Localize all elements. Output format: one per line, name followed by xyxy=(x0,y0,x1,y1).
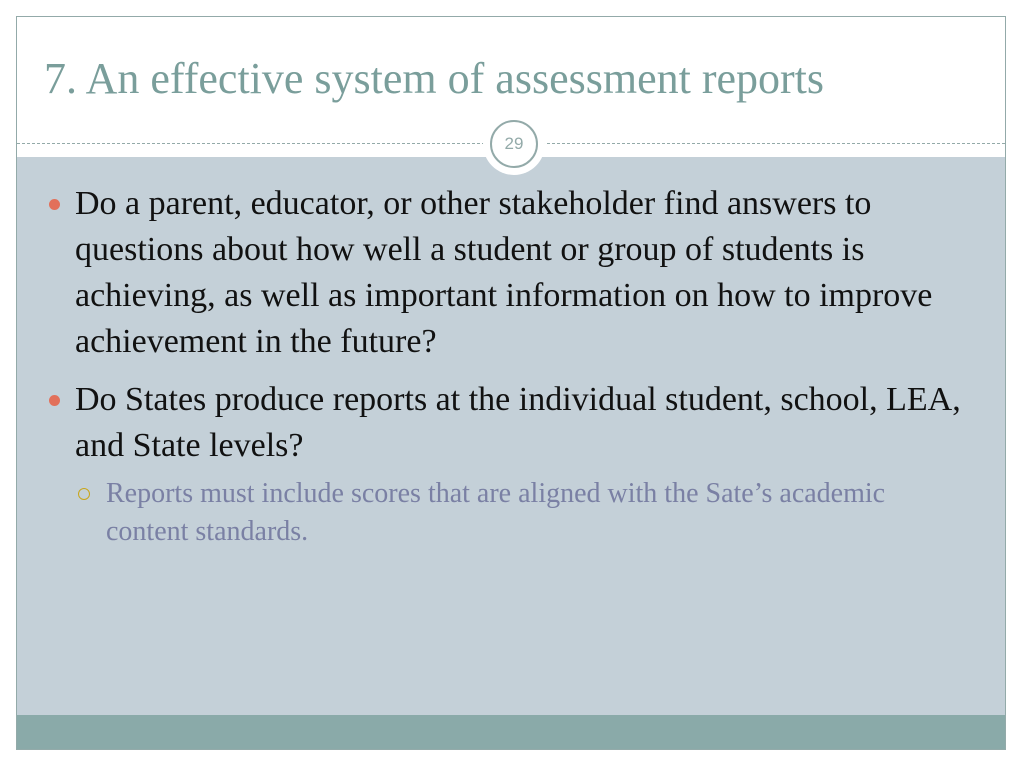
page-number: 29 xyxy=(490,120,538,168)
bullet-dot-icon xyxy=(49,199,60,210)
bullet-text: Do States produce reports at the individual student, school, LEA, and State levels? xyxy=(75,381,961,464)
sub-bullet-item xyxy=(106,475,965,551)
bullet-text: Do a parent, educator, or other stakeholder find answers to questions about how well a student or group of students is achieving, as well as important information on how to improve achievement in the future? xyxy=(75,185,933,360)
bullet-dot-icon xyxy=(49,395,60,406)
bullet-item xyxy=(17,181,1005,365)
hollow-circle-icon xyxy=(78,488,90,500)
sub-bullet-text: Reports must include scores that are aligned with the Sate’s academic content standards. xyxy=(106,478,886,547)
bullet-item xyxy=(17,377,1005,551)
slide-title: 7. An effective system of assessment reports xyxy=(44,54,825,103)
page-number-badge xyxy=(483,113,545,175)
bullet-list xyxy=(17,181,1005,563)
slide xyxy=(16,16,1006,750)
sub-bullet-list xyxy=(75,475,965,551)
footer-band xyxy=(17,715,1005,749)
